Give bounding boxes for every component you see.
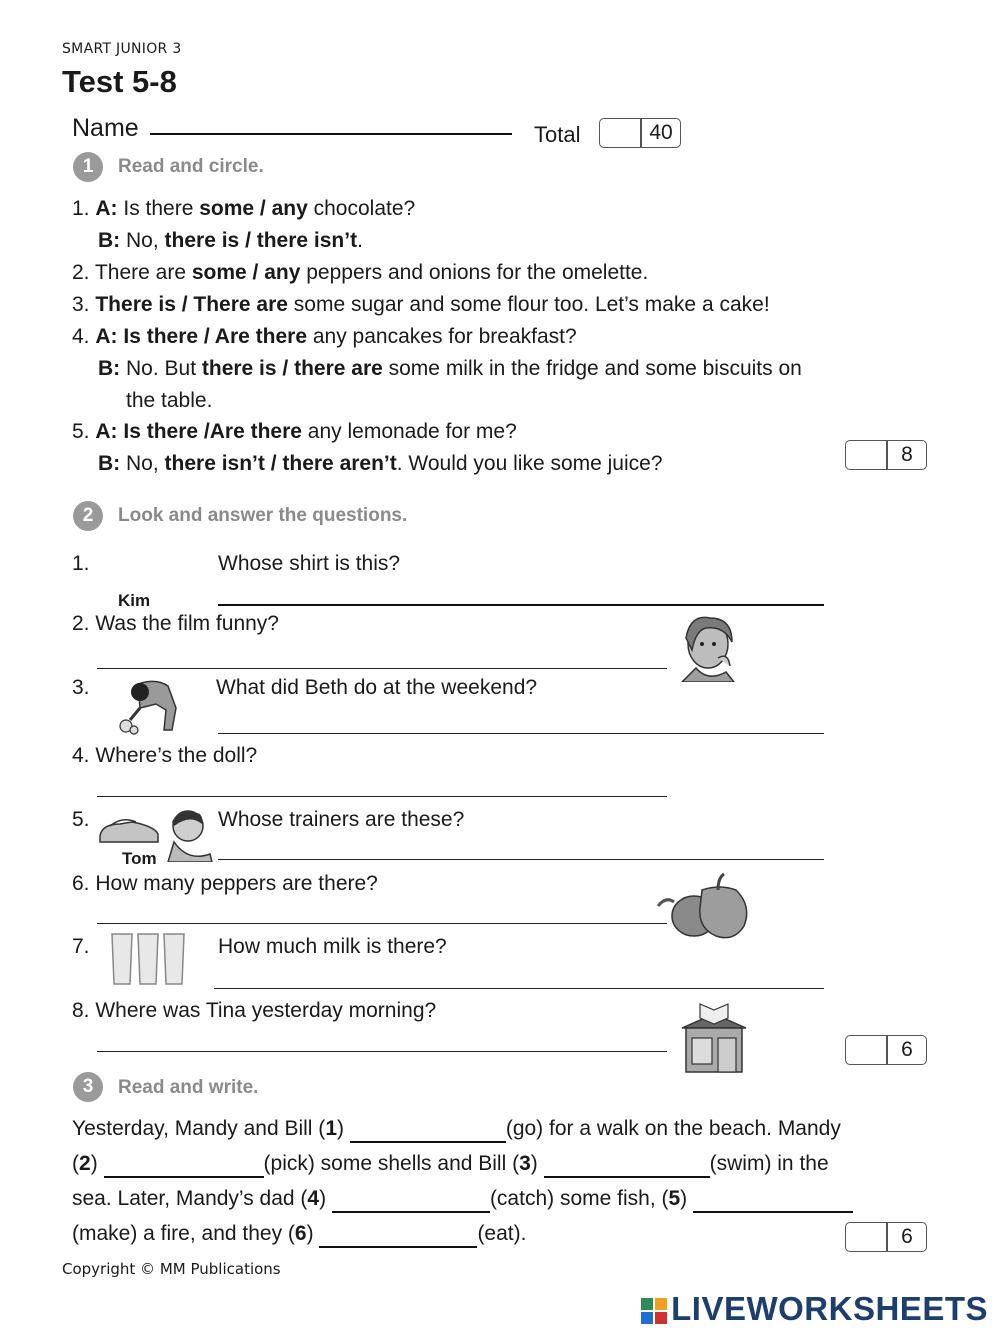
q4-answer-line[interactable] — [97, 796, 667, 797]
q5-answer-line[interactable] — [218, 859, 824, 860]
series-label: SMART JUNIOR 3 — [62, 41, 182, 57]
gardening-girl-image — [116, 678, 182, 736]
section-1-score-box — [845, 440, 927, 470]
circle-option[interactable]: Is there /Are there — [123, 420, 302, 443]
q2-answer-line[interactable] — [97, 668, 667, 669]
q1-answer-line[interactable] — [218, 604, 824, 606]
q6-text: 6. How many peppers are there? — [72, 872, 378, 895]
q7-text: How much milk is there? — [218, 935, 447, 958]
peppers-image — [654, 870, 754, 942]
circle-option[interactable]: some / any — [199, 197, 308, 220]
q5-caption: Tom — [122, 849, 157, 868]
s1-line-1: 1. A: Is there some / any chocolate? — [72, 197, 416, 220]
q2-text: 2. Was the film funny? — [72, 612, 279, 635]
circle-option[interactable]: There is / There are — [95, 293, 288, 316]
section-2-badge: 2 — [73, 501, 103, 531]
gap-1-input[interactable] — [350, 1117, 506, 1143]
brand-logo: LIVEWORKSHEETS — [641, 1290, 988, 1328]
milk-glasses-image — [108, 930, 190, 988]
section-3-badge: 3 — [73, 1072, 103, 1102]
q3-answer-line[interactable] — [218, 733, 824, 734]
total-max: 40 — [649, 121, 673, 144]
circle-option[interactable]: there isn’t / there aren’t — [164, 452, 397, 475]
q1-text: Whose shirt is this? — [218, 552, 401, 575]
liveworksheets-logo-icon — [641, 1298, 667, 1324]
q8-answer-line[interactable] — [97, 1051, 667, 1052]
q7-answer-line[interactable] — [214, 988, 824, 989]
q4-text: 4. Where’s the doll? — [72, 744, 258, 767]
bored-boy-image — [676, 610, 740, 682]
q3-number: 3. — [72, 676, 90, 699]
total-score-box — [599, 118, 681, 148]
q6-answer-line[interactable] — [97, 923, 667, 924]
s1-line-2: B: No, there is / there isn’t. — [98, 229, 363, 252]
section-2-score-box — [845, 1035, 927, 1065]
section-3-heading: Read and write. — [118, 1077, 259, 1098]
gap-6-input[interactable] — [319, 1222, 477, 1248]
circle-option[interactable]: some / any — [191, 261, 301, 284]
s3-line-4: (make) a fire, and they (6) (eat). — [72, 1222, 526, 1248]
gap-3-input[interactable] — [544, 1152, 710, 1178]
circle-option[interactable]: Is there / Are there — [123, 325, 308, 348]
name-input[interactable] — [150, 133, 512, 135]
q1-number: 1. — [72, 552, 90, 575]
q5-text: Whose trainers are these? — [218, 808, 465, 831]
s3-line-3: sea. Later, Mandy’s dad (4) (catch) some fish, (5) — [72, 1187, 853, 1213]
q5-number: 5. — [72, 808, 90, 831]
circle-option[interactable]: there is / there are — [201, 357, 383, 380]
s1-line-9: B: No, there isn’t / there aren’t. Would you like some juice? — [98, 452, 663, 475]
gap-2-input[interactable] — [104, 1152, 264, 1178]
gap-5-input[interactable] — [693, 1187, 853, 1213]
s1-line-6: B: No. But there is / there are some milk in the fridge and some biscuits on — [98, 357, 802, 380]
section-1-max: 8 — [901, 443, 913, 466]
s1-line-5: 4. A: Is there / Are there any pancakes for breakfast? — [72, 325, 577, 348]
q1-caption: Kim — [118, 591, 151, 610]
q7-number: 7. — [72, 935, 90, 958]
q8-text: 8. Where was Tina yesterday morning? — [72, 999, 437, 1022]
s1-line-8: 5. A: Is there /Are there any lemonade for me? — [72, 420, 517, 443]
bookshop-image — [676, 1000, 752, 1076]
q3-text: What did Beth do at the weekend? — [216, 676, 538, 699]
page-title: Test 5-8 — [62, 64, 177, 99]
section-3-max: 6 — [901, 1225, 913, 1248]
section-2-heading: Look and answer the questions. — [118, 505, 408, 526]
gap-4-input[interactable] — [332, 1187, 490, 1213]
section-2-max: 6 — [901, 1038, 913, 1061]
s1-line-4: 3. There is / There are some sugar and some flour too. Let’s make a cake! — [72, 293, 770, 316]
copyright: Copyright © MM Publications — [62, 1260, 281, 1278]
s3-line-1: Yesterday, Mandy and Bill (1) (go) for a walk on the beach. Mandy — [72, 1117, 841, 1143]
section-1-badge: 1 — [73, 152, 103, 182]
s3-line-2: (2) (pick) some shells and Bill (3) (swim) in the — [72, 1152, 829, 1178]
section-3-score-box — [845, 1222, 927, 1252]
section-1-heading: Read and circle. — [118, 156, 264, 177]
name-label: Name — [72, 114, 139, 142]
circle-option[interactable]: there is / there isn’t — [164, 229, 358, 252]
s1-line-3: 2. There are some / any peppers and onions for the omelette. — [72, 261, 649, 284]
s1-line-7: the table. — [126, 389, 213, 412]
total-label: Total — [534, 122, 581, 147]
